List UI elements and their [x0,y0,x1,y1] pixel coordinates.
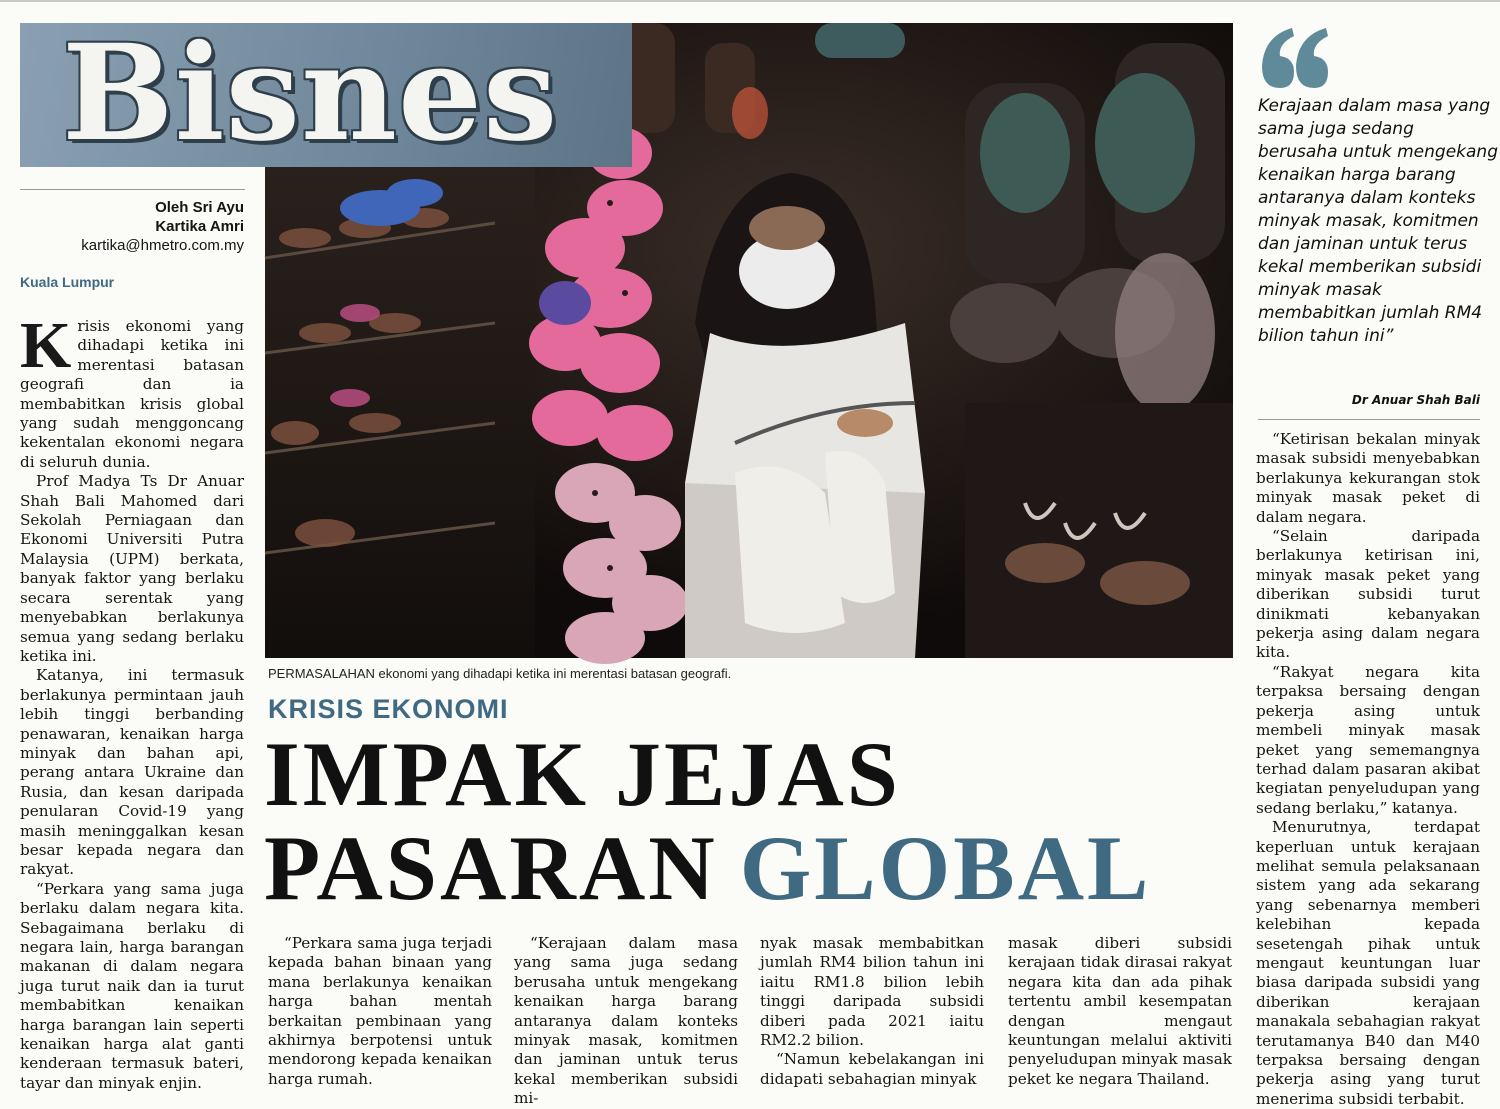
headline-line-1: IMPAK JEJAS [264,723,901,825]
paragraph: masak diberi subsidi kerajaan tidak dirasai rakyat negara kita dan ada pihak tertentu ambil kesempatan dengan mengaut keuntungan melalui aktiviti penyeludupan minyak masak peket ke negara Thailand. [1008,934,1232,1088]
headline-kicker: KRISIS EKONOMI [268,694,509,724]
paragraph: “Perkara sama juga terjadi kepada bahan binaan yang mana berlakunya kenaikan harga bahan mentah berkaitan pembinaan yang akhirnya berpotensi untuk mendorong kepada kenaikan harga rumah. [268,934,492,1088]
section-title: Bisnes [62,16,559,171]
headline-line-2: PASARAN GLOBAL [264,817,1152,919]
photo-caption: PERMASALAHAN ekonomi yang dihadapi ketika ini merentasi batasan geografi. [268,666,732,681]
drop-cap: K [20,309,72,382]
byline-rule [20,189,245,190]
article-column-2 [268,934,492,1092]
article-column-4 [760,934,984,1092]
author-email[interactable]: kartika@hmetro.com.my [81,237,244,254]
paragraph: Krisis ekonomi yang dihadapi ketika ini merentasi batasan geografi dan ia membabitkan krisis global yang sudah menggoncang kekentalan ekonomi negara di seluruh dunia. [20,309,244,471]
paragraph: Katanya, ini termasuk berlakunya permintaan jauh lebih tinggi berbanding penawaran, kenaikan harga minyak dan bahan api, perang antara Ukraine dan Rusia, dan kesan daripada penularan Covid-19 yang masih meninggalkan kesan besar kepada negara dan rakyat. [20,666,244,879]
article-column-5 [1008,934,1232,1092]
author-name-2: Kartika Amri [155,218,244,235]
headline-accent-word: GLOBAL [739,817,1152,919]
paragraph: “Ketirisan bekalan minyak masak subsidi menyebabkan berlakunya kekurangan stok minyak masak peket di dalam negara. [1256,430,1480,526]
paragraph: “Selain daripada berlakunya ketirisan ini, minyak masak peket yang diberikan subsidi turut dinikmati kebanyakan pekerja asing dalam negara kita. [1256,527,1480,662]
article-column-6 [1256,430,1480,1108]
pull-quote-text: Kerajaan dalam masa yang sama juga sedang berusaha untuk mengekang kenaikan harga barang antaranya dalam konteks minyak masak, komitmen dan jaminan untuk terus kekal memberikan subsidi minyak masak membabitkan jumlah RM4 bilion tahun ini” [1258,96,1498,346]
article-column-1 [20,309,244,1092]
paragraph: nyak masak membabitkan jumlah RM4 bilion tahun ini iaitu RM1.8 bilion lebih tinggi daripada subsidi diberi pada 2021 iaitu RM2.2 bilion. [760,934,984,1050]
quote-mark-icon [1258,22,1330,96]
pull-quote-rule [1258,419,1480,420]
paragraph: Prof Madya Ts Dr Anuar Shah Bali Mahomed dari Sekolah Perniagaan dan Ekonomi Universiti Putra Malaysia (UPM) berkata, banyak faktor yang berlaku secara serentak yang menyebabkan berlakunya semua yang sedang berlaku ketika ini. [20,472,244,665]
paragraph: “Kerajaan dalam masa yang sama juga sedang berusaha untuk mengekang kenaikan harga barang antaranya dalam konteks minyak masak, komitmen dan jaminan untuk terus kekal memberikan subsidi mi- [514,934,738,1108]
paragraph: “Rakyat negara kita terpaksa bersaing dengan pekerja asing untuk membeli minyak masak peket yang sememangnya terhad dalam pasaran akibat kegiatan penyeludupan yang sedang berlaku,” katanya. [1256,662,1480,817]
dateline-location: Kuala Lumpur [20,274,115,290]
paragraph: Menurutnya, terdapat keperluan untuk kerajaan melihat semula pelaksanaan sistem yang ada sekarang yang sebenarnya memberi kelebihan kepada sesetengah pihak untuk mengaut keuntungan luar biasa daripada subsidi yang diberikan kerajaan manakala sebahagian rakyat terutamanya B40 dan M40 terpaksa bersaing dengan pekerja asing yang turut menerima subsidi terbabit. [1256,818,1480,1108]
article-column-3 [514,934,738,1108]
top-rule [0,0,1500,2]
paragraph: “Perkara yang sama juga berlaku dalam negara kita. Sebagaimana berlaku di negara lain, harga barangan makanan di dalam negara juga turut naik dan ia turut membabitkan kenaikan harga barangan lain seperti kenaikan harga alat ganti kenderaan termasuk bateri, tayar dan minyak enjin. [20,879,244,1092]
pull-quote-attribution: Dr Anuar Shah Bali [1351,393,1480,407]
section-masthead [20,16,632,171]
paragraph: “Namun kebelakangan ini didapati sebahagian minyak [760,1050,984,1088]
byline [20,198,244,255]
author-name: Oleh Sri Ayu [155,199,244,216]
